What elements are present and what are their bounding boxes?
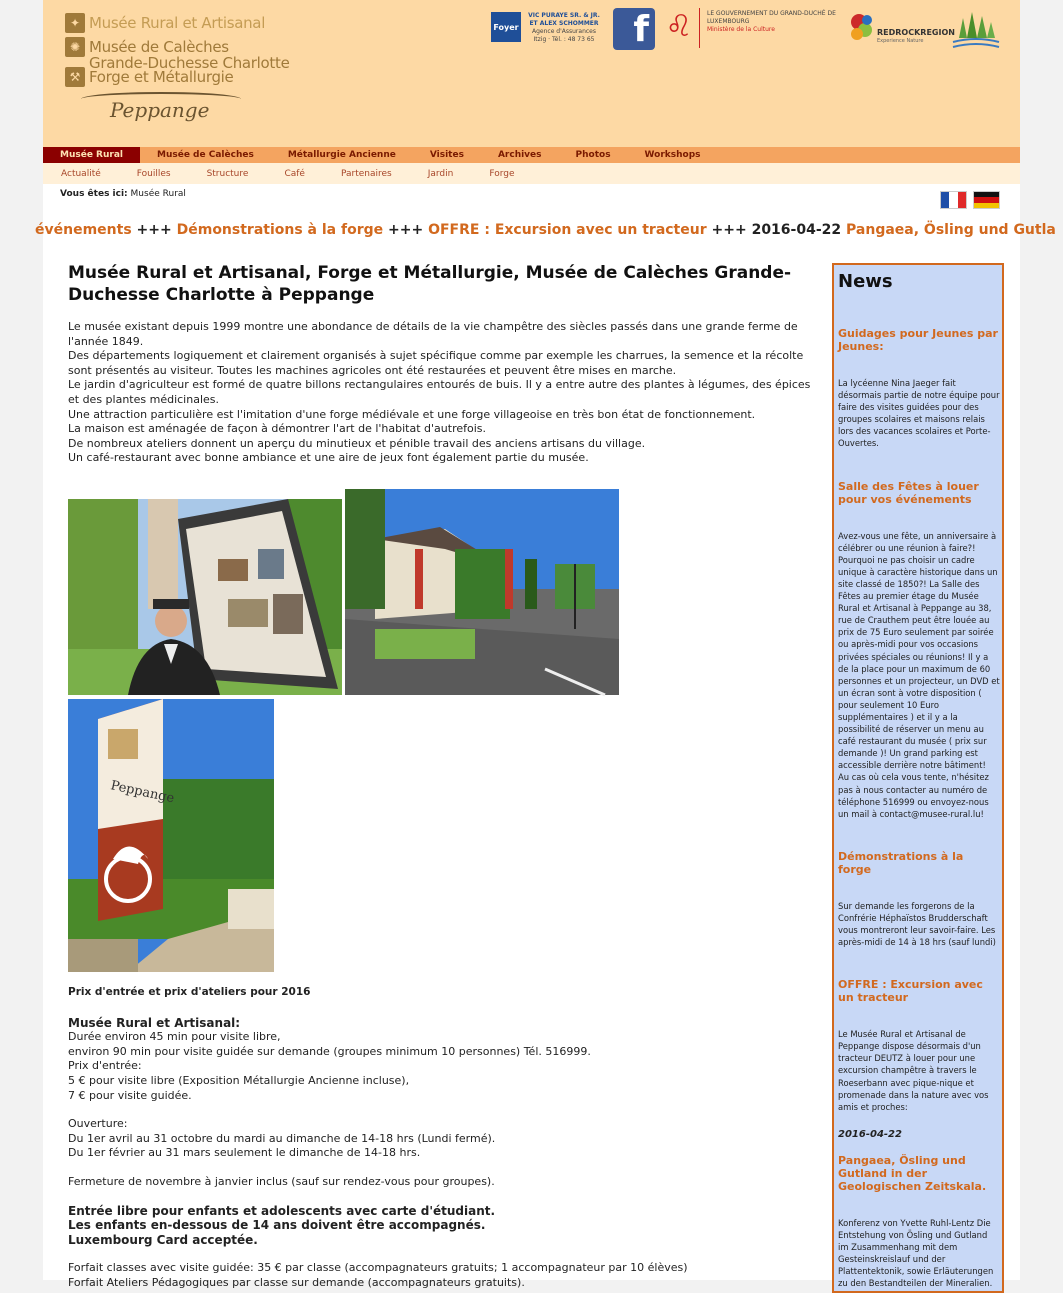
subnav-partenaires[interactable]: Partenaires — [340, 168, 392, 179]
photo-peppange-banner[interactable] — [68, 699, 274, 972]
news-item-text: Konferenz von Yvette Ruhl-Lentz Die Entstehung von Ösling und Gutland im Zusammenhang mit dem Gesteinskreislauf und der Plattentektonik, sowie Erläuterungen zu den Bestandteilen der Mineralien. — [838, 1217, 994, 1289]
anvil-emblem-icon: ⚒ — [65, 67, 85, 87]
news-sidebar — [832, 263, 1004, 1293]
sub-navigation — [43, 163, 1020, 184]
nav-musee-caleches[interactable]: Musée de Calèches — [157, 150, 254, 160]
logo-line-forge: ⚒ Forge et Métallurgie — [65, 66, 233, 88]
wheel-emblem-icon: ✺ — [65, 37, 85, 57]
logo-signature: Peppange — [110, 98, 210, 122]
svg-text:Peppange: Peppange — [109, 778, 176, 807]
news-item-title[interactable]: Guidages pour Jeunes par Jeunes: — [838, 327, 998, 353]
german-flag-icon[interactable] — [973, 191, 1000, 209]
news-item-text: Sur demande les forgerons de la Confrérie Héphaïstos Brudderschaft vous montreront leur savoir-faire. Les après-midi de 14 à 18 hrs (sauf lundi) — [838, 900, 996, 948]
museum-logo[interactable] — [65, 12, 325, 137]
french-flag-icon[interactable] — [940, 191, 967, 209]
main-content — [68, 262, 818, 1289]
main-navigation — [43, 147, 1020, 163]
photo-museum-street[interactable] — [345, 489, 619, 695]
rural-emblem-icon: ✦ — [65, 13, 85, 33]
news-item-text: Le Musée Rural et Artisanal de Peppange dispose désormais d'un tracteur DEUTZ à louer pour une excursion champêtre à travers le Roeserbann avec pique-nique et promenade dans la nature avec vos amis et proches: — [838, 1029, 989, 1112]
facebook-icon[interactable]: f — [613, 8, 655, 50]
ticker-item[interactable]: Pangaea, Ösling und Gutla — [846, 222, 1056, 238]
prices-section: Prix d'entrée et prix d'ateliers pour 2016 Musée Rural et Artisanal: Durée environ 45 min pour visite libre, environ 90 min pour visite guidée sur demande (groupes minimum 10 personnes) Tél. 516999. Prix d'entrée: 5 € pour visite libre (Exposition Métallurgie Ancienne incluse), 7 € pour visite guidée. Ouverture: Du 1er avril au 31 octobre du mardi au dimanche de 14-18 hrs (Lundi fermé). Du 1er février au 31 mars seulement le dimanche de 14-18 hrs. Fermeture de novembre à janvier inclus (sauf sur rendez-vous pour groupes). Entrée libre pour enfants et adolescents avec carte d'étudiant. Les enfants en-dessous de 14 ans doivent être accompagnés. Luxembourg Card acceptée. Forfait classes avec visite guidée: 35 € par classe (accompagnateurs gratuits; 1 accompagnateur par 10 élèves) Forfait Ateliers Pédagogiques par classe sur demande (accompagnateurs gratuits). — [68, 985, 828, 1291]
breadcrumb: Vous êtes ici: Musée Rural — [60, 189, 186, 199]
subnav-cafe[interactable]: Café — [284, 168, 305, 179]
news-item-text: La lycéenne Nina Jaeger fait désormais partie de notre équipe pour faire des visites guidées pour des groupes scolaires et maisons relais lors des vacances scolaires et Porte-Ouvertes. — [838, 378, 1000, 449]
site-header — [43, 0, 1020, 147]
news-item-title[interactable]: Démonstrations à la forge — [838, 849, 964, 876]
language-switcher — [940, 191, 1000, 209]
green-tree-logo-icon[interactable] — [951, 8, 1001, 52]
photo-gallery — [68, 489, 628, 974]
news-title: News — [838, 271, 893, 292]
nav-metallurgie[interactable]: Métallurgie Ancienne — [287, 150, 396, 160]
subnav-actualite[interactable]: Actualité — [61, 168, 101, 179]
news-item-title[interactable]: Salle des Fêtes à louer pour vos événements — [838, 479, 979, 506]
redrock-region-tagline: Experience Nature — [877, 38, 924, 44]
logo-line-caleches: ✺ Musée de Calèches — [65, 36, 229, 58]
luxembourg-government-logo[interactable]: LE GOUVERNEMENT DU GRAND-DUCHÉ DE LUXEMBOURG Ministère de la Culture — [707, 10, 836, 33]
ticker-date: 2016-04-22 — [751, 222, 842, 238]
intro-text: Le musée existant depuis 1999 montre une abondance de détails de la vie champêtre des siècles passés dans une grande ferme de l'année 1849. Des départements logiquement et clairement organisés à sujet spécifique comme par exemple les charrues, la semence et la récolte sont présentés au visiteur. Toutes les machines agricoles ont été restaurées et peuvent être mises en marche. Le jardin d'agriculteur est formé de quatre billons rectangulaires entourés de buis. Il y a entre autre des plantes à légumes, des épices et des plantes médicinales. Une attraction particulière est l'imitation d'une forge médiévale et une forge villageoise en très bon état de fonctionnement. La maison est aménagée de façon à démontrer l'art de l'habitat d'autrefois. De nombreux ateliers donnent un aperçu du minutieux et pénible travail des anciens artisans du village. Un café-restaurant avec bonne ambiance et une aire de jeux font également partie du musée. — [68, 320, 811, 465]
museum-heading: Musée Rural et Artisanal: — [68, 1015, 241, 1030]
foyer-logo[interactable]: Foyer — [491, 12, 521, 42]
subnav-jardin[interactable]: Jardin — [427, 168, 454, 179]
news-item-text: Avez-vous une fête, un anniversaire à célébrer ou une réunion à faire?! Pourquoi ne pas choisir un cadre unique à caractère historique dans un site classé de 1850?! La Salle des Fêtes au premier étage du Musée Rural et Artisanal à Peppange au 38, rue de Crauthem peut être louée au prix de 75 Euro seulement par soirée ou après-midi pour vos occasions privées spéciales ou réunions! Il y a de la place pour un maximum de 60 personnes et un projecteur, un DVD et un écran sont à votre disposition ( pour seulement 10 Euro supplémentaires ) et il y a la possibilité de réserver un menu au café restaurant du musée ( prix sur demande )! Un grand parking est accessible derrière notre bâtiment! — [838, 530, 1000, 771]
subnav-forge[interactable]: Forge — [489, 168, 515, 179]
foyer-agency-text: VIC PURAYE SR. & JR. ET ALEX SCHOMMER Agence d'Assurances Itzig · Tél. : 48 73 65 — [528, 12, 600, 43]
photo-info-board[interactable] — [68, 499, 342, 695]
nav-visites[interactable]: Visites — [429, 150, 464, 160]
news-item-date: 2016-04-22 — [838, 1128, 902, 1140]
news-item-text: Au cas où cela vous tente, n'hésitez pas à nous contacter au numéro de téléphone 516999 ou envoyez-nous un mail à contact@musee-rural.lu! — [838, 772, 989, 819]
redrock-region-icon[interactable] — [847, 8, 875, 48]
ticker-item[interactable]: événements — [35, 222, 132, 238]
divider — [699, 8, 700, 48]
nav-musee-rural[interactable]: Musée Rural — [43, 147, 140, 163]
redrock-region-name: REDROCKREGION — [877, 28, 955, 37]
subnav-fouilles[interactable]: Fouilles — [136, 168, 171, 179]
nav-archives[interactable]: Archives — [497, 150, 542, 160]
news-item-title[interactable]: OFFRE : Excursion avec un tracteur — [838, 978, 983, 1005]
prices-heading: Prix d'entrée et prix d'ateliers pour 2016 — [68, 986, 311, 998]
ticker-item[interactable]: Démonstrations à la forge — [176, 222, 384, 238]
logo-line-charlotte: Grande-Duchesse Charlotte — [89, 54, 290, 72]
nav-photos[interactable]: Photos — [575, 150, 611, 160]
breadcrumb-current[interactable]: Musée Rural — [130, 189, 186, 199]
page — [35, 0, 1056, 1289]
ticker-item[interactable]: OFFRE : Excursion avec un tracteur — [428, 222, 707, 238]
logo-line-rural: ✦ Musée Rural et Artisanal — [65, 12, 265, 34]
news-item-title[interactable]: Pangaea, Ösling und Gutland in der Geologischen Zeitskala. — [838, 1153, 987, 1193]
subnav-structure[interactable]: Structure — [206, 168, 249, 179]
sponsor-logos — [491, 6, 1011, 56]
page-title: Musée Rural et Artisanal, Forge et Métallurgie, Musée de Calèches Grande-Duchesse Charlotte à Peppange — [68, 263, 792, 305]
nav-workshops[interactable]: Workshops — [644, 150, 701, 160]
news-ticker: événements +++ Démonstrations à la forge +++ OFFRE : Excursion avec un tracteur +++ 2016-04-22 Pangaea, Ösling und Gutla — [35, 222, 1056, 238]
luxembourg-lion-icon[interactable]: ♌ — [665, 9, 693, 44]
